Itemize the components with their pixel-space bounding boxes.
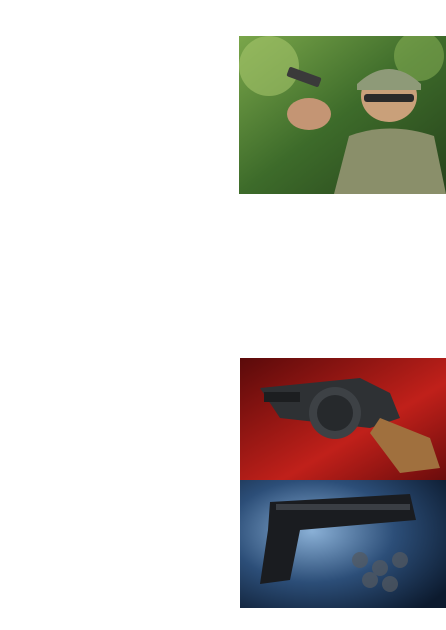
news-subitem — [73, 116, 98, 124]
pistol-photo — [240, 480, 446, 608]
revolver-photo — [240, 358, 446, 480]
news-subitem — [73, 124, 98, 132]
shooter-photo — [239, 36, 446, 194]
news-subitem — [73, 132, 98, 140]
news-subitem — [73, 141, 98, 149]
